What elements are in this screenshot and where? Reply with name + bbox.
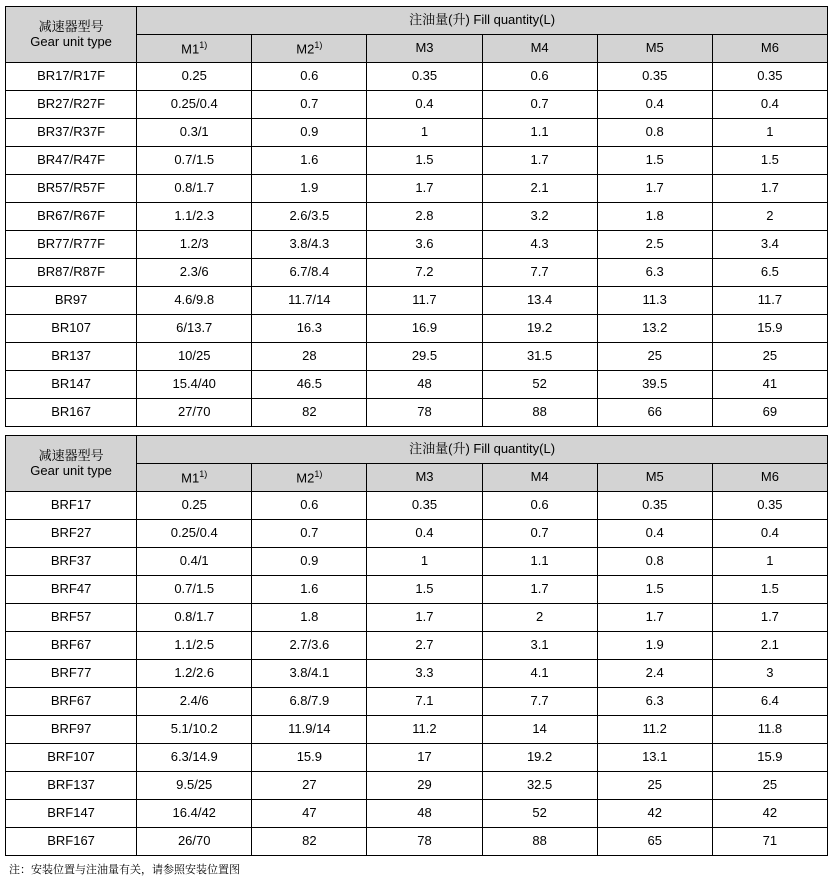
row-type: BR167 [6, 399, 137, 427]
row-value-m5: 25 [597, 772, 712, 800]
row-value-m5: 42 [597, 800, 712, 828]
header-col-m5: M5 [597, 464, 712, 492]
row-value-m3: 1 [367, 119, 482, 147]
row-value-m5: 11.2 [597, 716, 712, 744]
row-value-m2: 6.8/7.9 [252, 688, 367, 716]
row-value-m2: 16.3 [252, 315, 367, 343]
row-value-m1: 0.25 [137, 492, 252, 520]
row-value-m2: 0.9 [252, 548, 367, 576]
row-value-m5: 65 [597, 828, 712, 856]
row-value-m3: 1 [367, 548, 482, 576]
row-value-m4: 52 [482, 800, 597, 828]
table-row [6, 399, 828, 427]
table-row [6, 147, 828, 175]
row-value-m1: 0.8/1.7 [137, 604, 252, 632]
row-value-m5: 66 [597, 399, 712, 427]
row-value-m2: 28 [252, 343, 367, 371]
row-value-m3: 1.7 [367, 604, 482, 632]
header-col-m2 [252, 35, 367, 63]
row-value-m3: 29 [367, 772, 482, 800]
row-value-m6: 6.4 [712, 688, 827, 716]
row-value-m2: 3.8/4.1 [252, 660, 367, 688]
br-fill-quantity-table [5, 6, 828, 427]
row-value-m2: 0.9 [252, 119, 367, 147]
row-value-m2: 82 [252, 399, 367, 427]
header-col-m6: M6 [712, 464, 827, 492]
row-value-m4: 1.1 [482, 119, 597, 147]
row-value-m2: 11.7/14 [252, 287, 367, 315]
row-value-m3: 16.9 [367, 315, 482, 343]
row-value-m5: 2.4 [597, 660, 712, 688]
row-type: BRF107 [6, 744, 137, 772]
header-type-cn: 减速器型号 [38, 18, 104, 34]
row-value-m4: 52 [482, 371, 597, 399]
row-value-m4: 1.7 [482, 147, 597, 175]
brf-fill-quantity-table [5, 435, 828, 856]
header-col-m1 [137, 35, 252, 63]
table-row [6, 203, 828, 231]
row-type: BR137 [6, 343, 137, 371]
table-row [6, 287, 828, 315]
row-value-m6: 0.4 [712, 91, 827, 119]
row-value-m1: 0.25/0.4 [137, 91, 252, 119]
row-value-m3: 7.2 [367, 259, 482, 287]
row-value-m6: 0.35 [712, 63, 827, 91]
row-value-m2: 82 [252, 828, 367, 856]
row-type: BR47/R47F [6, 147, 137, 175]
row-type: BRF27 [6, 520, 137, 548]
table-row [6, 520, 828, 548]
table-row [6, 800, 828, 828]
row-value-m3: 17 [367, 744, 482, 772]
row-type: BRF67 [6, 688, 137, 716]
table-row [6, 91, 828, 119]
table-row [6, 315, 828, 343]
header-type-en: Gear unit type [30, 33, 112, 49]
row-value-m1: 2.4/6 [137, 688, 252, 716]
row-value-m4: 88 [482, 399, 597, 427]
row-value-m2: 27 [252, 772, 367, 800]
row-value-m4: 19.2 [482, 315, 597, 343]
row-value-m6: 69 [712, 399, 827, 427]
row-value-m4: 4.1 [482, 660, 597, 688]
row-value-m4: 31.5 [482, 343, 597, 371]
row-type: BRF17 [6, 492, 137, 520]
header-col-m2-sup: 1) [314, 468, 323, 479]
row-value-m3: 0.35 [367, 492, 482, 520]
header-type-en: Gear unit type [30, 462, 112, 478]
table-row [6, 688, 828, 716]
row-value-m4: 2.1 [482, 175, 597, 203]
table-row [6, 548, 828, 576]
row-value-m5: 0.4 [597, 520, 712, 548]
row-type: BR67/R67F [6, 203, 137, 231]
row-value-m3: 3.6 [367, 231, 482, 259]
row-type: BRF97 [6, 716, 137, 744]
row-value-m2: 15.9 [252, 744, 367, 772]
header-col-m4: M4 [482, 35, 597, 63]
row-value-m5: 39.5 [597, 371, 712, 399]
row-value-m1: 1.1/2.5 [137, 632, 252, 660]
table-row [6, 716, 828, 744]
row-value-m6: 25 [712, 343, 827, 371]
row-type: BR87/R87F [6, 259, 137, 287]
row-value-m6: 1.5 [712, 147, 827, 175]
row-value-m3: 11.2 [367, 716, 482, 744]
table-row [6, 660, 828, 688]
header-col-m1-label: M1 [181, 470, 200, 486]
header-type-cn: 减速器型号 [38, 447, 104, 463]
row-value-m2: 1.6 [252, 147, 367, 175]
row-type: BRF47 [6, 576, 137, 604]
row-value-m1: 0.3/1 [137, 119, 252, 147]
header-col-m4: M4 [482, 464, 597, 492]
row-type: BR77/R77F [6, 231, 137, 259]
table-row [6, 492, 828, 520]
row-value-m2: 0.7 [252, 91, 367, 119]
row-value-m5: 11.3 [597, 287, 712, 315]
row-type: BR17/R17F [6, 63, 137, 91]
header-col-m3: M3 [367, 464, 482, 492]
table-header-row [6, 436, 828, 464]
table-row [6, 828, 828, 856]
row-type: BR97 [6, 287, 137, 315]
row-value-m2: 1.9 [252, 175, 367, 203]
row-value-m5: 0.8 [597, 119, 712, 147]
table-row [6, 604, 828, 632]
row-value-m6: 15.9 [712, 744, 827, 772]
row-value-m3: 2.7 [367, 632, 482, 660]
row-value-m1: 10/25 [137, 343, 252, 371]
row-value-m6: 11.8 [712, 716, 827, 744]
header-col-m2-label: M2 [296, 470, 315, 486]
row-value-m5: 1.7 [597, 175, 712, 203]
row-value-m1: 26/70 [137, 828, 252, 856]
row-value-m1: 0.8/1.7 [137, 175, 252, 203]
row-value-m3: 48 [367, 371, 482, 399]
row-value-m2: 11.9/14 [252, 716, 367, 744]
header-col-m3: M3 [367, 35, 482, 63]
row-value-m6: 0.4 [712, 520, 827, 548]
table-header-row [6, 7, 828, 35]
row-value-m4: 13.4 [482, 287, 597, 315]
row-value-m5: 6.3 [597, 259, 712, 287]
header-col-m2-label: M2 [296, 41, 315, 57]
row-value-m6: 1.7 [712, 604, 827, 632]
row-value-m3: 11.7 [367, 287, 482, 315]
row-type: BRF147 [6, 800, 137, 828]
row-value-m3: 0.4 [367, 520, 482, 548]
row-value-m1: 4.6/9.8 [137, 287, 252, 315]
row-value-m6: 1.7 [712, 175, 827, 203]
row-value-m5: 1.7 [597, 604, 712, 632]
row-value-m3: 2.8 [367, 203, 482, 231]
row-value-m6: 25 [712, 772, 827, 800]
row-value-m1: 0.7/1.5 [137, 147, 252, 175]
row-value-m5: 13.2 [597, 315, 712, 343]
row-value-m5: 1.5 [597, 147, 712, 175]
row-value-m6: 3.4 [712, 231, 827, 259]
row-value-m4: 1.1 [482, 548, 597, 576]
row-type: BRF137 [6, 772, 137, 800]
row-value-m1: 6.3/14.9 [137, 744, 252, 772]
header-col-m6: M6 [712, 35, 827, 63]
row-value-m2: 2.7/3.6 [252, 632, 367, 660]
row-value-m4: 0.6 [482, 492, 597, 520]
row-value-m4: 0.7 [482, 520, 597, 548]
table-row [6, 119, 828, 147]
row-value-m6: 2 [712, 203, 827, 231]
row-value-m2: 0.7 [252, 520, 367, 548]
row-value-m6: 2.1 [712, 632, 827, 660]
table-row [6, 772, 828, 800]
row-value-m4: 3.2 [482, 203, 597, 231]
row-type: BRF67 [6, 632, 137, 660]
row-value-m3: 1.5 [367, 147, 482, 175]
table-row [6, 175, 828, 203]
row-value-m2: 46.5 [252, 371, 367, 399]
row-value-m2: 1.8 [252, 604, 367, 632]
header-col-m1 [137, 464, 252, 492]
header-gear-unit-type [6, 436, 137, 492]
row-value-m4: 0.7 [482, 91, 597, 119]
table-row [6, 744, 828, 772]
row-type: BR147 [6, 371, 137, 399]
header-fill-quantity: 注油量(升) Fill quantity(L) [137, 7, 828, 35]
row-value-m1: 0.4/1 [137, 548, 252, 576]
row-value-m1: 0.25/0.4 [137, 520, 252, 548]
row-value-m1: 1.1/2.3 [137, 203, 252, 231]
row-value-m3: 0.35 [367, 63, 482, 91]
row-value-m2: 1.6 [252, 576, 367, 604]
table-row [6, 343, 828, 371]
row-value-m5: 0.8 [597, 548, 712, 576]
row-value-m6: 1 [712, 548, 827, 576]
row-value-m5: 1.9 [597, 632, 712, 660]
row-value-m4: 2 [482, 604, 597, 632]
row-value-m3: 1.5 [367, 576, 482, 604]
row-type: BRF37 [6, 548, 137, 576]
header-gear-unit-type [6, 7, 137, 63]
row-value-m6: 3 [712, 660, 827, 688]
row-value-m5: 1.8 [597, 203, 712, 231]
row-value-m1: 9.5/25 [137, 772, 252, 800]
row-value-m3: 29.5 [367, 343, 482, 371]
row-type: BR37/R37F [6, 119, 137, 147]
row-value-m4: 7.7 [482, 259, 597, 287]
row-value-m3: 78 [367, 828, 482, 856]
row-value-m6: 1 [712, 119, 827, 147]
row-value-m6: 41 [712, 371, 827, 399]
row-value-m6: 0.35 [712, 492, 827, 520]
header-col-m2 [252, 464, 367, 492]
row-value-m3: 1.7 [367, 175, 482, 203]
row-value-m2: 0.6 [252, 63, 367, 91]
row-value-m4: 4.3 [482, 231, 597, 259]
row-type: BR107 [6, 315, 137, 343]
row-value-m1: 1.2/2.6 [137, 660, 252, 688]
row-value-m1: 27/70 [137, 399, 252, 427]
header-col-m1-sup: 1) [199, 39, 208, 50]
table-row [6, 632, 828, 660]
row-value-m1: 1.2/3 [137, 231, 252, 259]
row-value-m2: 47 [252, 800, 367, 828]
row-value-m6: 15.9 [712, 315, 827, 343]
table-row [6, 576, 828, 604]
row-value-m2: 3.8/4.3 [252, 231, 367, 259]
row-value-m5: 0.4 [597, 91, 712, 119]
row-value-m4: 19.2 [482, 744, 597, 772]
row-value-m5: 25 [597, 343, 712, 371]
row-value-m5: 0.35 [597, 492, 712, 520]
footnote-text: 注：安装位置与注油量有关，请参照安装位置图 [9, 864, 240, 876]
row-value-m1: 2.3/6 [137, 259, 252, 287]
row-value-m3: 78 [367, 399, 482, 427]
row-value-m2: 0.6 [252, 492, 367, 520]
row-value-m4: 1.7 [482, 576, 597, 604]
row-value-m6: 42 [712, 800, 827, 828]
header-col-m2-sup: 1) [314, 39, 323, 50]
row-value-m1: 5.1/10.2 [137, 716, 252, 744]
row-value-m6: 71 [712, 828, 827, 856]
row-value-m3: 7.1 [367, 688, 482, 716]
row-value-m4: 0.6 [482, 63, 597, 91]
row-value-m5: 2.5 [597, 231, 712, 259]
row-value-m1: 16.4/42 [137, 800, 252, 828]
header-col-m1-label: M1 [181, 41, 200, 57]
table-row [6, 259, 828, 287]
row-value-m5: 6.3 [597, 688, 712, 716]
header-fill-quantity: 注油量(升) Fill quantity(L) [137, 436, 828, 464]
row-value-m1: 0.7/1.5 [137, 576, 252, 604]
row-type: BRF167 [6, 828, 137, 856]
table-row [6, 63, 828, 91]
table-row [6, 231, 828, 259]
row-value-m6: 6.5 [712, 259, 827, 287]
row-type: BRF77 [6, 660, 137, 688]
row-value-m4: 7.7 [482, 688, 597, 716]
row-value-m6: 11.7 [712, 287, 827, 315]
row-type: BRF57 [6, 604, 137, 632]
row-value-m3: 48 [367, 800, 482, 828]
row-value-m4: 88 [482, 828, 597, 856]
row-value-m3: 0.4 [367, 91, 482, 119]
row-value-m4: 14 [482, 716, 597, 744]
row-value-m1: 6/13.7 [137, 315, 252, 343]
row-type: BR27/R27F [6, 91, 137, 119]
row-value-m6: 1.5 [712, 576, 827, 604]
table-row [6, 371, 828, 399]
row-value-m5: 0.35 [597, 63, 712, 91]
row-value-m5: 13.1 [597, 744, 712, 772]
row-value-m3: 3.3 [367, 660, 482, 688]
row-value-m5: 1.5 [597, 576, 712, 604]
row-value-m2: 6.7/8.4 [252, 259, 367, 287]
row-value-m1: 0.25 [137, 63, 252, 91]
row-value-m4: 3.1 [482, 632, 597, 660]
row-type: BR57/R57F [6, 175, 137, 203]
row-value-m2: 2.6/3.5 [252, 203, 367, 231]
row-value-m1: 15.4/40 [137, 371, 252, 399]
row-value-m4: 32.5 [482, 772, 597, 800]
header-col-m1-sup: 1) [199, 468, 208, 479]
header-col-m5: M5 [597, 35, 712, 63]
